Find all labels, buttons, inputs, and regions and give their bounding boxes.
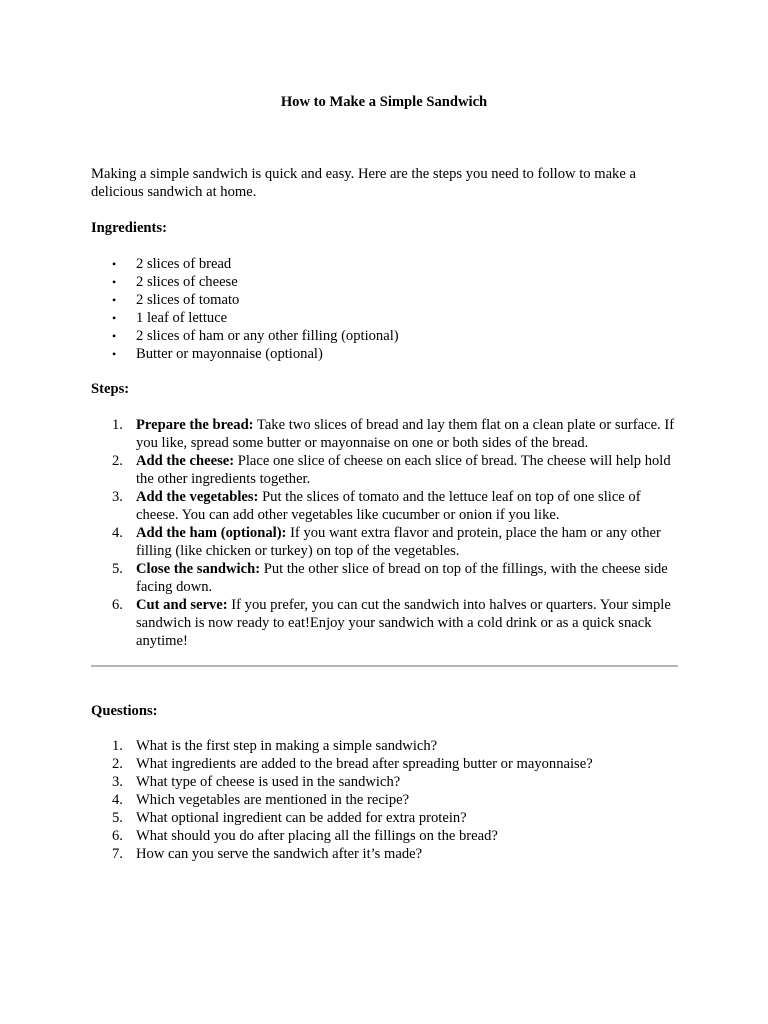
step-number: 5. <box>112 561 123 577</box>
bullet-icon: • <box>112 293 117 307</box>
step-number: 6. <box>112 597 123 613</box>
list-item <box>112 255 696 273</box>
question-number: 3. <box>112 774 123 790</box>
step-text: If you prefer, you can cut the sandwich into halves or quarters. Your simple sandwich is now ready to eat!Enjoy your sandwich with a cold drink or as a quick snack anytime! <box>136 597 671 649</box>
question-number: 1. <box>112 738 123 754</box>
question-text: Which vegetables are mentioned in the recipe? <box>136 792 410 808</box>
question-text: What should you do after placing all the fillings on the bread? <box>136 828 498 844</box>
step-title: Prepare the bread: <box>136 417 254 433</box>
bullet-icon: • <box>112 275 117 289</box>
ingredient-text: 2 slices of bread <box>136 256 232 272</box>
question-item <box>112 791 696 809</box>
question-item <box>112 827 696 845</box>
ingredient-text: 2 slices of cheese <box>136 274 238 290</box>
steps-heading: Steps: <box>91 381 130 397</box>
step-number: 1. <box>112 417 123 433</box>
question-item <box>112 809 696 827</box>
question-number: 5. <box>112 810 123 826</box>
list-item <box>112 291 696 309</box>
step-text: Put the slices of tomato and the lettuce leaf on top of one slice of cheese. You can add other vegetables like cucumber or onion if you like. <box>136 489 641 523</box>
horizontal-divider <box>91 665 678 667</box>
questions-heading: Questions: <box>91 703 158 719</box>
step-title: Add the vegetables: <box>136 489 259 505</box>
step-title: Close the sandwich: <box>136 561 261 577</box>
page-title: How to Make a Simple Sandwich <box>280 94 488 110</box>
question-item <box>112 755 696 773</box>
bullet-icon: • <box>112 257 117 271</box>
step-item <box>112 452 684 488</box>
question-item <box>112 773 696 791</box>
list-item <box>112 327 696 345</box>
bullet-icon: • <box>112 347 117 361</box>
question-number: 6. <box>112 828 123 844</box>
ingredient-text: Butter or mayonnaise (optional) <box>136 346 323 362</box>
question-number: 2. <box>112 756 123 772</box>
step-text: If you want extra flavor and protein, place the ham or any other filling (like chicken or turkey) on top of the vegetables. <box>136 525 661 559</box>
step-title: Cut and serve: <box>136 597 228 613</box>
question-text: What type of cheese is used in the sandwich? <box>136 774 401 790</box>
question-item <box>112 737 696 755</box>
step-item <box>112 596 684 650</box>
step-number: 3. <box>112 489 123 505</box>
step-text: Put the other slice of bread on top of the fillings, with the cheese side facing down. <box>136 561 668 595</box>
list-item <box>112 273 696 291</box>
step-item <box>112 524 684 560</box>
step-text: Place one slice of cheese on each slice of bread. The cheese will help hold the other ingredients together. <box>136 453 671 487</box>
step-number: 4. <box>112 525 123 541</box>
questions-list <box>112 737 696 863</box>
ingredient-text: 2 slices of ham or any other filling (optional) <box>136 328 399 344</box>
question-text: What ingredients are added to the bread after spreading butter or mayonnaise? <box>136 756 593 772</box>
step-title: Add the cheese: <box>136 453 235 469</box>
ingredients-heading: Ingredients: <box>91 220 167 236</box>
bullet-icon: • <box>112 311 117 325</box>
question-item <box>112 845 696 863</box>
step-item <box>112 416 684 452</box>
ingredient-text: 2 slices of tomato <box>136 292 240 308</box>
intro-paragraph: Making a simple sandwich is quick and easy. Here are the steps you need to follow to make a delicious sandwich at home. <box>91 166 636 200</box>
bullet-icon: • <box>112 329 117 343</box>
steps-list <box>112 416 684 650</box>
ingredients-list <box>112 255 696 363</box>
list-item <box>112 345 696 363</box>
question-text: What optional ingredient can be added for extra protein? <box>136 810 467 826</box>
question-number: 7. <box>112 846 123 862</box>
step-item <box>112 488 684 524</box>
step-number: 2. <box>112 453 123 469</box>
ingredient-text: 1 leaf of lettuce <box>136 310 228 326</box>
step-title: Add the ham (optional): <box>136 525 287 541</box>
question-text: What is the first step in making a simple sandwich? <box>136 738 438 754</box>
step-item <box>112 560 684 596</box>
question-number: 4. <box>112 792 123 808</box>
question-text: How can you serve the sandwich after it’s made? <box>136 846 423 862</box>
list-item <box>112 309 696 327</box>
step-text: Take two slices of bread and lay them flat on a clean plate or surface. If you like, spread some butter or mayonnaise on one or both sides of the bread. <box>136 417 675 451</box>
